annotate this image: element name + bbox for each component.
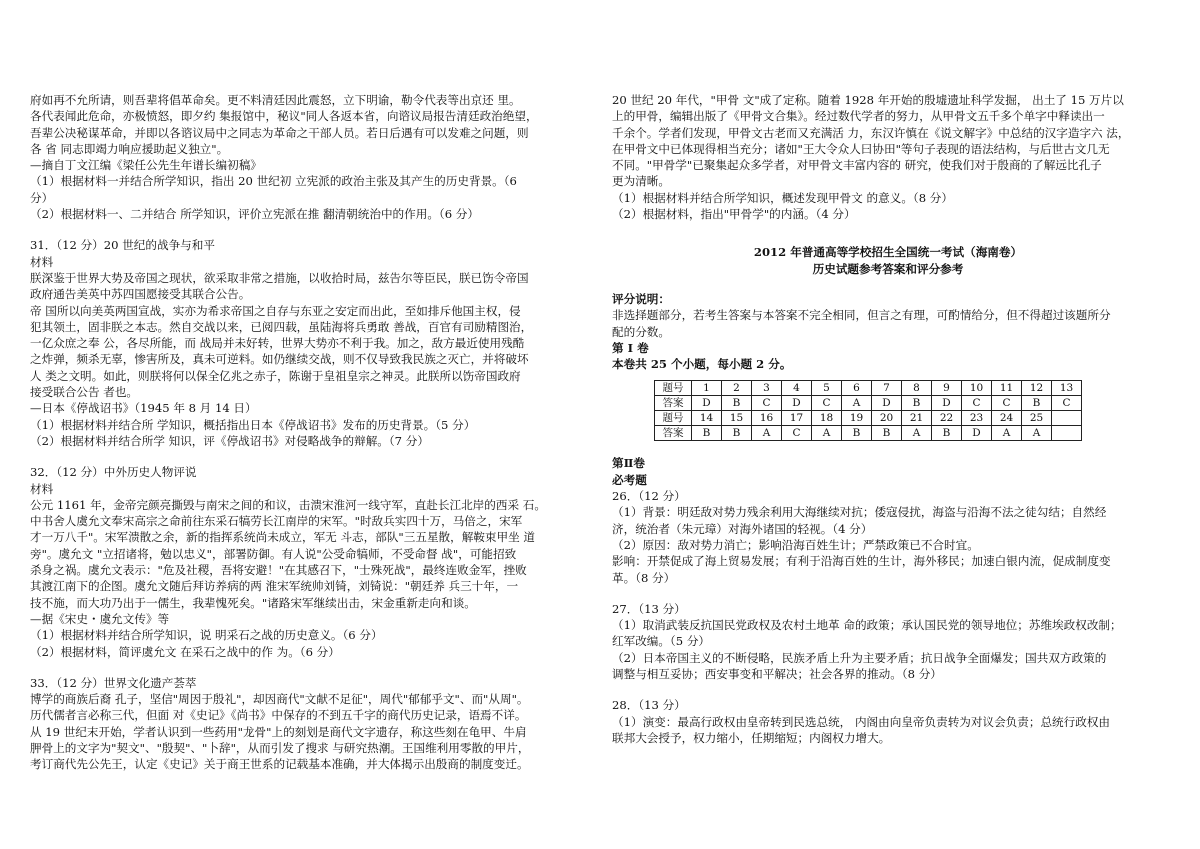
text-line: 上的甲骨，编辑出版了《甲骨文合集》。经过数代学者的努力，从甲骨文五千多个单字中释读出一: [612, 109, 1105, 124]
text-line: —据《宋史・虞允文传》等: [30, 611, 170, 626]
text-line: （1）演变：最高行政权由皇帝转到民选总统， 内阁由向皇帝负责转为对议会负责；总统行政权由: [612, 714, 1111, 729]
table-cell: D: [692, 396, 722, 411]
section-2-title: 第Ⅱ卷: [612, 456, 645, 471]
text-line: 府如再不允所请，则吾辈将倡革命矣。更不料清廷因此震怒，立下明谕，勒令代表等出京还 里。: [30, 93, 521, 107]
table-cell: 16: [752, 411, 782, 426]
table-cell: 8: [902, 381, 932, 396]
table-cell: [1052, 411, 1082, 426]
text-line: 博学的商族后裔 孔子，坚信"周因于殷礼"，却因商代"文献不足征"，周代"郁郁乎文"、而"从周"。: [30, 692, 529, 707]
table-cell: A: [752, 426, 782, 441]
table-cell: 24: [992, 411, 1022, 426]
table-cell: C: [782, 426, 812, 441]
text-line: （2）日本帝国主义的不断侵略，民族矛盾上升为主要矛盾；抗日战争全面爆发；国共双方政策的: [612, 650, 1107, 665]
answer-heading-title: 历史试题参考答案和评分参考: [812, 261, 964, 276]
text-line: 非选择题部分，若考生答案与本答案不完全相同，但言之有理，可酌情给分，但不得超过该题所分: [612, 308, 1111, 323]
table-cell: 15: [722, 411, 752, 426]
text-line: 调整与相互妥协；西安事变和平解决；社会各界的推动。（8 分）: [612, 667, 942, 682]
table-cell: B: [932, 426, 962, 441]
table-cell: B: [842, 426, 872, 441]
table-cell: D: [872, 396, 902, 411]
table-cell: 9: [932, 381, 962, 396]
table-cell: 22: [932, 411, 962, 426]
table-cell: [1052, 426, 1082, 441]
question-31: [30, 237, 588, 449]
text-line: （2）根据材料，简评虞允文 在采石之战中的作 为。（6 分）: [30, 644, 340, 659]
text-line: 其渡江南下的企图。虞允文随后拜访养病的两 淮宋军统帅刘锜，刘锜说："朝廷养 兵三十年，一: [30, 579, 519, 594]
text-line: 才一万八千"。宋军溃散之余，新的指挥系统尚未成立，军无 斗志，部队"三五星散，解鞍束甲坐 道: [30, 530, 535, 545]
scoring-text: [612, 307, 1164, 340]
table-row: [655, 381, 1082, 396]
table-cell: 14: [692, 411, 722, 426]
table-cell: C: [992, 396, 1022, 411]
text-line: （2）根据材料并结合所学 知识，评《停战诏书》对侵略战争的辩解。（7 分）: [30, 433, 429, 448]
table-cell: C: [1052, 396, 1082, 411]
text-line: （1）背景：明廷敌对势力残余利用大海继续对抗；倭寇侵扰，海盗与沿海不法之徒勾结；自然经: [612, 505, 1107, 520]
answer-table: [654, 380, 1082, 441]
text-line: （1）根据材料并结合所学知识，概述发现甲骨文 的意义。（8 分）: [612, 190, 953, 205]
table-cell: A: [902, 426, 932, 441]
table-cell: D: [782, 396, 812, 411]
table-cell: 2: [722, 381, 752, 396]
table-cell: A: [842, 396, 872, 411]
text-line: 犯其领土，固非朕之本志。然自交战以来，已阅四载，虽陆海将兵勇敢 善战，百官有司励精图治，: [30, 319, 533, 334]
table-row: [655, 396, 1082, 411]
answer-28: [612, 697, 1164, 746]
text-line: 影响：开禁促成了海上贸易发展；有利于沿海百姓的生计，海外移民；加速白银内流，促成制度变: [612, 554, 1111, 569]
text-line: 31．（12 分）20 世纪的战争与和平: [30, 238, 215, 253]
text-line: （1）根据材料一并结合所学知识，指出 20 世纪初 立宪派的政治主张及其产生的历史背景。（6: [30, 174, 517, 189]
table-cell: C: [752, 396, 782, 411]
table-row: [655, 426, 1082, 441]
text-line: 技不施，而大功乃出于一儒生，我辈愧死矣。"诸路宋军继续出击，宋金重新走向和谈。: [30, 595, 476, 610]
text-line: 历代儒者言必称三代，但面 对《史记》《尚书》中保存的不到五千字的商代历史记录，语焉不详。: [30, 708, 527, 723]
question-33: [30, 675, 588, 773]
text-line: 胛骨上的文字为"契文"、"殷契"、"卜辞"，从而引发了搜求 与研究热潮。王国维利用零散的甲片，: [30, 740, 530, 755]
table-cell: B: [722, 426, 752, 441]
text-line: 材料: [30, 481, 54, 496]
text-line: 之炸弹，频杀无辜，惨害所及，真未可逆料。如仍继续交战，则不仅导致我民族之灭亡，并将破坏: [30, 352, 529, 367]
text-line: 政府通告美英中苏四国愿接受其联合公告。: [30, 287, 251, 302]
row-label: 题号: [655, 381, 692, 396]
table-cell: D: [932, 396, 962, 411]
scoring-title: 评分说明：: [612, 291, 670, 306]
table-row: [655, 411, 1082, 426]
text-line: （2）根据材料一、二并结合 所学知识，评价立宪派在推 翻清朝统治中的作用。（6 分）: [30, 207, 479, 222]
text-line: 更为清晰。: [612, 174, 670, 189]
table-cell: B: [872, 426, 902, 441]
table-cell: 4: [782, 381, 812, 396]
text-line: 公元 1161 年，金帝完颜亮撕毁与南宋之间的和议，击溃宋淮河一线守军，直赴长江北岸的西采 石。: [30, 497, 546, 512]
text-line: 帝 国所以向美英两国宣战，实亦为希求帝国之自存与东亚之安定而出此，至如排斥他国主权，侵: [30, 303, 521, 318]
table-cell: 19: [842, 411, 872, 426]
text-line: （2）根据材料，指出"甲骨学"的内涵。（4 分）: [612, 207, 856, 222]
text-line: 各 省 同志即竭力响应援助起义独立"。: [30, 141, 229, 156]
q30-continuation: [30, 92, 588, 222]
text-line: （1）取消武装反抗国民党政权及农村土地革 命的政策；承认国民党的领导地位；苏维埃政权改制；: [612, 618, 1122, 633]
table-cell: 5: [812, 381, 842, 396]
text-line: （2）原因：敌对势力消亡；影响沿海百姓生计；严禁政策已不合时宜。: [612, 537, 979, 552]
table-cell: 20: [872, 411, 902, 426]
text-line: 济，统治者（朱元璋）对海外诸国的轻视。（4 分）: [612, 521, 873, 536]
text-line: 26．（12 分）: [612, 489, 686, 504]
text-line: —摘自丁文江编《梁任公先生年谱长编初稿》: [30, 158, 262, 173]
table-cell: 23: [962, 411, 992, 426]
text-line: 吾辈公决秘谋革命，并即以各谘议局中之同志为革命之干部人员。若日后遇有可以发难之问题，则: [30, 125, 529, 140]
text-line: —日本《停战诏书》（1945 年 8 月 14 日）: [30, 401, 257, 416]
right-column: [612, 92, 1164, 746]
text-line: 配的分数。: [612, 324, 670, 339]
text-line: 接受联合公告 者也。: [30, 385, 139, 400]
table-cell: 12: [1022, 381, 1052, 396]
question-32: [30, 464, 588, 660]
table-cell: 18: [812, 411, 842, 426]
answer-heading-exam: 2012 年普通高等学校招生全国统一考试（海南卷）: [753, 245, 1023, 260]
text-line: 旁"。虞允文 "立招诸将，勉以忠义"，部署防御。有人说"公受命犒师，不受命督 战"，可能招致: [30, 546, 517, 561]
q33-continuation: [612, 92, 1164, 222]
text-line: 不同。"甲骨学"已聚集起众多学者，对甲骨文丰富内容的 研究，使我们对于殷商的了解远比孔子: [612, 158, 1102, 173]
text-line: 27．（13 分）: [612, 601, 686, 616]
table-cell: C: [812, 396, 842, 411]
text-line: 朕深鉴于世界大势及帝国之现状，欲采取非常之措施，以收拾时局，兹告尔等臣民，朕已饬令帝国: [30, 270, 529, 285]
table-cell: 1: [692, 381, 722, 396]
section-1-note: 本卷共 25 个小题，每小题 2 分。: [612, 357, 792, 372]
text-line: 革。（8 分）: [612, 570, 676, 585]
text-line: 在甲骨文中已体现得相当充分；诸如"王大令众人曰协田"等句子表现的语法结构，与后世古文几无: [612, 141, 1110, 156]
table-cell: B: [692, 426, 722, 441]
text-line: 32．（12 分）中外历史人物评说: [30, 465, 197, 480]
text-line: 20 世纪 20 年代，"甲骨 文"成了定称。随着 1928 年开始的殷墟遗址科学发掘， 出土了 15 万片以: [612, 93, 1124, 107]
text-line: 33．（12 分）世界文化遗产荟萃: [30, 675, 197, 690]
text-line: 从 19 世纪末开始，学者认识到一些药用"龙骨"上的刻划是商代文字遗存，称这些刻在龟甲、牛肩: [30, 724, 527, 739]
table-cell: D: [962, 426, 992, 441]
table-cell: 21: [902, 411, 932, 426]
text-line: 千余个。学者们发现，甲骨文古老而又充满活 力，东汉许慎在《说文解字》中总结的汉字造字六 法，: [612, 125, 1130, 140]
text-line: 中书舍人虞允文奉宋高宗之命前往东采石犒劳长江南岸的宋军。"时敌兵实四十万，马倍之，宋军: [30, 514, 523, 529]
answer-26: [612, 488, 1164, 586]
text-line: 杀身之祸。虞允文表示："危及社稷，吾将安避！"在其感召下，"士殊死战"，最终连败金军，挫败: [30, 563, 527, 578]
text-line: 联邦大会授予，权力缩小，任期缩短；内阁权力增大。: [612, 730, 891, 745]
text-line: 红军改编。（5 分）: [612, 634, 711, 649]
table-cell: 17: [782, 411, 812, 426]
table-cell: C: [962, 396, 992, 411]
row-label: 题号: [655, 411, 692, 426]
text-line: （1）根据材料并结合所 学知识，概括指出日本《停战诏书》发布的历史背景。（5 分）: [30, 417, 476, 432]
section-1-title: 第 I 卷: [612, 340, 649, 355]
table-cell: 7: [872, 381, 902, 396]
answer-27: [612, 601, 1164, 682]
text-line: 考订商代先公先王，认定《史记》关于商王世系的记载基本准确，并大体揭示出殷商的制度变迁。: [30, 757, 529, 772]
table-cell: B: [902, 396, 932, 411]
table-cell: 11: [992, 381, 1022, 396]
table-cell: 10: [962, 381, 992, 396]
text-line: 28．（13 分）: [612, 698, 686, 713]
section-2-subtitle: 必考题: [612, 472, 647, 487]
table-cell: B: [722, 396, 752, 411]
table-cell: A: [812, 426, 842, 441]
table-cell: A: [1022, 426, 1052, 441]
text-line: 材料: [30, 254, 54, 269]
left-column: [30, 92, 588, 773]
row-label: 答案: [655, 426, 692, 441]
text-line: 各代表闻此危命，亦极愤怒，即夕约 集报馆中，秘议"同人各返本省，向谘议局报告清廷政治绝望，: [30, 109, 538, 124]
table-cell: 6: [842, 381, 872, 396]
text-line: 分）: [30, 190, 54, 205]
table-cell: 13: [1052, 381, 1082, 396]
text-line: 人 类之文明。如此，则朕将何以保全亿兆之赤子，陈谢于皇祖皇宗之神灵。此朕所以饬帝国政府: [30, 368, 521, 383]
table-cell: A: [992, 426, 1022, 441]
text-line: （1）根据材料并结合所学知识，说 明采石之战的历史意义。（6 分）: [30, 628, 383, 643]
table-cell: B: [1022, 396, 1052, 411]
table-cell: 25: [1022, 411, 1052, 426]
row-label: 答案: [655, 396, 692, 411]
table-cell: 3: [752, 381, 782, 396]
text-line: 一亿众庶之奉 公，各尽所能，而 战局并未好转，世界大势亦不利于我。加之，敌方最近使用残酷: [30, 336, 525, 351]
